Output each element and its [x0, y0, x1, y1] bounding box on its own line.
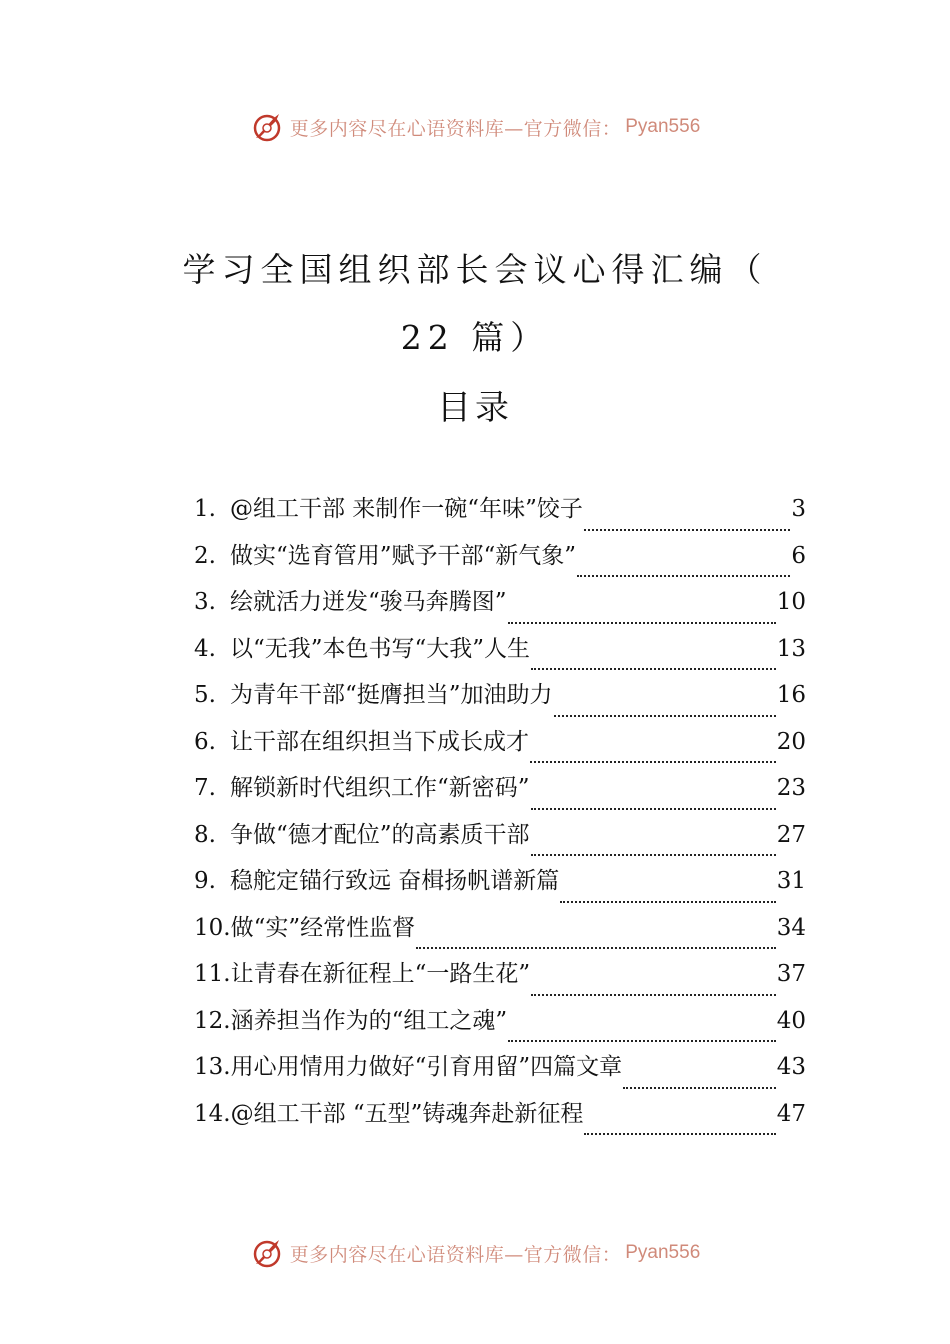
toc-entry[interactable]	[194, 676, 806, 723]
toc-entry-title: 做“实”经常性监督	[230, 914, 416, 941]
toc-entry-number: 14.	[194, 1100, 231, 1127]
toc-leader-dots	[531, 808, 776, 810]
toc-leader-dots	[531, 994, 776, 996]
toc-entry-number: 4.	[194, 635, 216, 662]
toc-entry-page: 6	[791, 542, 806, 569]
wechat-id: Pyan556	[625, 116, 701, 137]
toc-entry-page: 3	[791, 496, 806, 522]
toc-entry[interactable]	[194, 490, 806, 537]
toc-leader-dots	[530, 761, 776, 763]
toc-heading: 目录	[437, 388, 513, 428]
toc-entry-number: 6.	[194, 728, 216, 755]
toc-entry-number: 11.	[194, 961, 231, 987]
toc-entry-title: 涵养担当作为的“组工之魂”	[230, 1007, 508, 1034]
toc-entry-page: 20	[776, 728, 806, 755]
toc-entry[interactable]	[194, 909, 806, 956]
toc-leader-dots	[531, 854, 776, 856]
toc-leader-dots	[554, 715, 776, 717]
header-watermark	[0, 107, 950, 147]
toc-leader-dots	[508, 1040, 776, 1042]
toc-leader-dots	[416, 947, 776, 949]
toc-entry-title: 让青春在新征程上“一路生花”	[230, 961, 531, 987]
toc-entry-title: 稳舵定锚行致远 奋楫扬帆谱新篇	[230, 868, 560, 894]
toc-leader-dots	[623, 1087, 776, 1089]
toc-entry-title: @组工干部 “五型”铸魂奔赴新征程	[230, 1100, 584, 1127]
toc-entry-page: 34	[776, 914, 806, 941]
toc-entry[interactable]	[194, 537, 806, 584]
document-title-line-2: 22 篇）	[400, 318, 550, 357]
toc-entry-title: 以“无我”本色书写“大我”人生	[230, 635, 531, 662]
toc-leader-dots	[508, 622, 776, 624]
toc-entry-number: 3.	[194, 589, 216, 615]
toc-entry[interactable]	[194, 955, 806, 1002]
toc-entry[interactable]	[194, 862, 806, 909]
toc-entry[interactable]	[194, 816, 806, 863]
toc-entry-number: 12.	[194, 1007, 231, 1034]
toc-entry[interactable]	[194, 723, 806, 770]
table-of-contents	[194, 490, 806, 1141]
toc-entry-title: 让干部在组织担当下成长成才	[230, 728, 529, 755]
toc-entry-page: 23	[776, 775, 806, 801]
toc-entry-title: 用心用情用力做好“引育用留”四篇文章	[230, 1054, 623, 1080]
toc-entry-page: 40	[776, 1007, 806, 1034]
toc-entry-page: 37	[776, 961, 806, 987]
toc-entry-number: 9.	[194, 868, 216, 894]
toc-entry[interactable]	[194, 1095, 806, 1142]
toc-leader-dots	[560, 901, 775, 903]
quill-logo-icon	[250, 1236, 284, 1270]
toc-entry[interactable]	[194, 1002, 806, 1049]
wechat-id: Pyan556	[625, 1242, 701, 1263]
toc-leader-dots	[584, 1133, 775, 1135]
toc-entry-page: 13	[776, 635, 806, 662]
toc-entry-title: @组工干部 来制作一碗“年味”饺子	[230, 496, 583, 522]
document-title-line-1: 学习全国组织部长会议心得汇编（	[182, 250, 768, 289]
toc-entry-page: 10	[776, 589, 806, 615]
footer-watermark	[0, 1233, 950, 1273]
quill-logo-icon	[250, 110, 284, 144]
toc-leader-dots	[584, 529, 791, 531]
toc-entry-page: 16	[776, 682, 806, 708]
watermark-text: 更多内容尽在心语资料库—官方微信：	[289, 117, 622, 140]
toc-entry-page: 43	[776, 1054, 806, 1080]
toc-entry[interactable]	[194, 583, 806, 630]
toc-entry-number: 10.	[194, 914, 231, 941]
toc-entry-number: 13.	[194, 1054, 231, 1080]
toc-entry-page: 31	[776, 868, 806, 894]
toc-entry[interactable]	[194, 630, 806, 677]
toc-entry[interactable]	[194, 1048, 806, 1095]
toc-entry-title: 绘就活力迸发“骏马奔腾图”	[230, 589, 507, 615]
toc-entry-title: 做实“选育管用”赋予干部“新气象”	[230, 542, 577, 569]
watermark-text: 更多内容尽在心语资料库—官方微信：	[289, 1243, 622, 1266]
toc-entry-number: 5.	[194, 682, 216, 708]
toc-entry-title: 解锁新时代组织工作“新密码”	[230, 775, 530, 801]
toc-entry-number: 2.	[194, 542, 216, 569]
toc-entry[interactable]	[194, 769, 806, 816]
toc-leader-dots	[577, 575, 790, 577]
toc-entry-page: 47	[776, 1100, 806, 1127]
toc-entry-title: 为青年干部“挺膺担当”加油助力	[230, 682, 553, 708]
toc-entry-number: 1.	[194, 496, 216, 522]
toc-entry-title: 争做“德才配位”的高素质干部	[230, 821, 530, 848]
toc-entry-number: 8.	[194, 821, 216, 848]
toc-entry-number: 7.	[194, 775, 216, 801]
toc-entry-page: 27	[776, 821, 806, 848]
toc-leader-dots	[531, 668, 776, 670]
